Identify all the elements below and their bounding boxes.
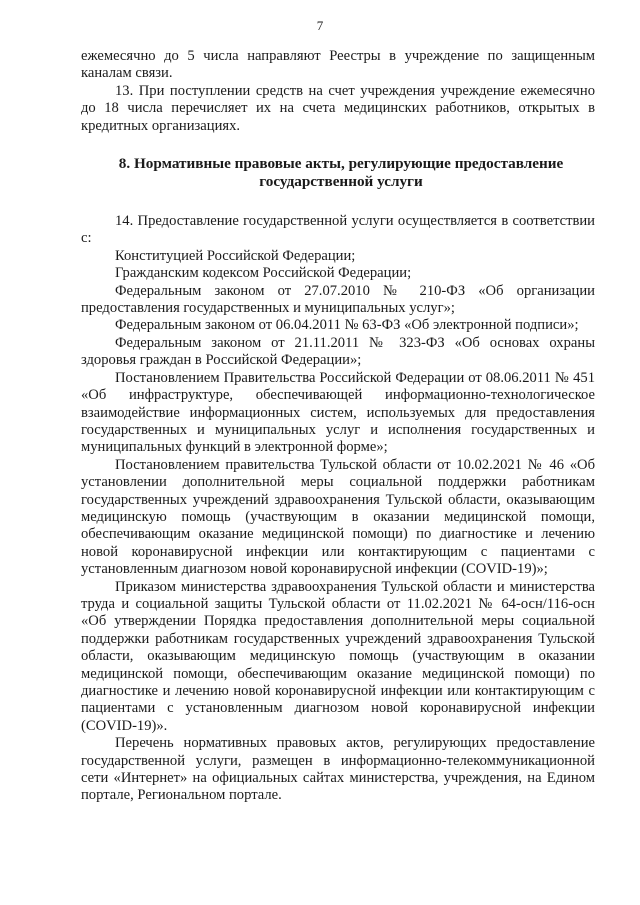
legal-act-resolution-451: Постановлением Правительства Российской Федерации от 08.06.2011 № 451 «Об инфраструктуре, обеспечивающей информационно-технологическое взаимодействие информационных систем, используемых для предоставления государственных и муниципальных услуг и исполнения государственных и муниципальных функций в электронной форме»; [81,369,595,456]
section-title-line-1: 8. Нормативные правовые акты, регулирующие предоставление [118,155,564,173]
paragraph-continuation: ежемесячно до 5 числа направляют Реестры в учреждение по защищенным каналам связи. [81,48,595,82]
paragraph-14: 14. Предоставление государственной услуги осуществляется в соответствии с: [81,213,595,247]
section-heading [81,155,595,191]
paragraph-list-publication: Перечень нормативных правовых актов, регулирующих предоставление государственной услуги, размещен в информационно-телекоммуникационной сети «Интернет» на официальных сайтах министерства, учреждения, на Едином портале, Региональном портале. [81,735,595,804]
legal-act-fz-323: Федеральным законом от 21.11.2011 № 323-ФЗ «Об основах охраны здоровья граждан в Российской Федерации»; [81,334,595,369]
paragraph-13: 13. При поступлении средств на счет учреждения учреждение ежемесячно до 18 числа перечисляет их на счета медицинских работников, открытых в кредитных организациях. [81,82,595,134]
legal-act-resolution-46: Постановлением правительства Тульской области от 10.02.2021 № 46 «Об установлении дополнительной меры социальной поддержки работникам государственных учреждений здравоохранения Тульской области, оказывающим медицинскую помощь (участвующим в оказании медицинской помощи, обеспечивающим оказание медицинской помощи) по диагностике и лечению новой коронавирусной инфекции или контактирующим с пациентами с установленным диагнозом новой коронавирусной инфекции (COVID-19)»; [81,456,595,578]
legal-act-fz-63: Федеральным законом от 06.04.2011 № 63-ФЗ «Об электронной подписи»; [115,317,579,334]
legal-act-constitution: Конституцией Российской Федерации; [115,247,356,264]
legal-act-order-64: Приказом министерства здравоохранения Тульской области и министерства труда и социальной защиты Тульской области от 11.02.2021 № 64-осн/116-осн «Об утверждении Порядка предоставления дополнительной меры социальной поддержки работникам государственных учреждений здравоохранения Тульской области, оказывающим медицинскую помощь (участвующим в оказании медицинской помощи, обеспечивающим оказание медицинской помощи) по диагностике и лечению новой коронавирусной инфекции или контактирующим с пациентами с установленным диагнозом новой коронавирусной инфекции (COVID-19)». [81,578,595,734]
page-content [81,48,595,805]
section-title-line-2: государственной услуги [259,173,423,191]
legal-act-fz-210: Федеральным законом от 27.07.2010 № 210-ФЗ «Об организации предоставления государственных и муниципальных услуг»; [81,282,595,317]
page-number: 7 [316,18,324,33]
legal-act-civil-code: Гражданским кодексом Российской Федерации; [115,265,412,282]
